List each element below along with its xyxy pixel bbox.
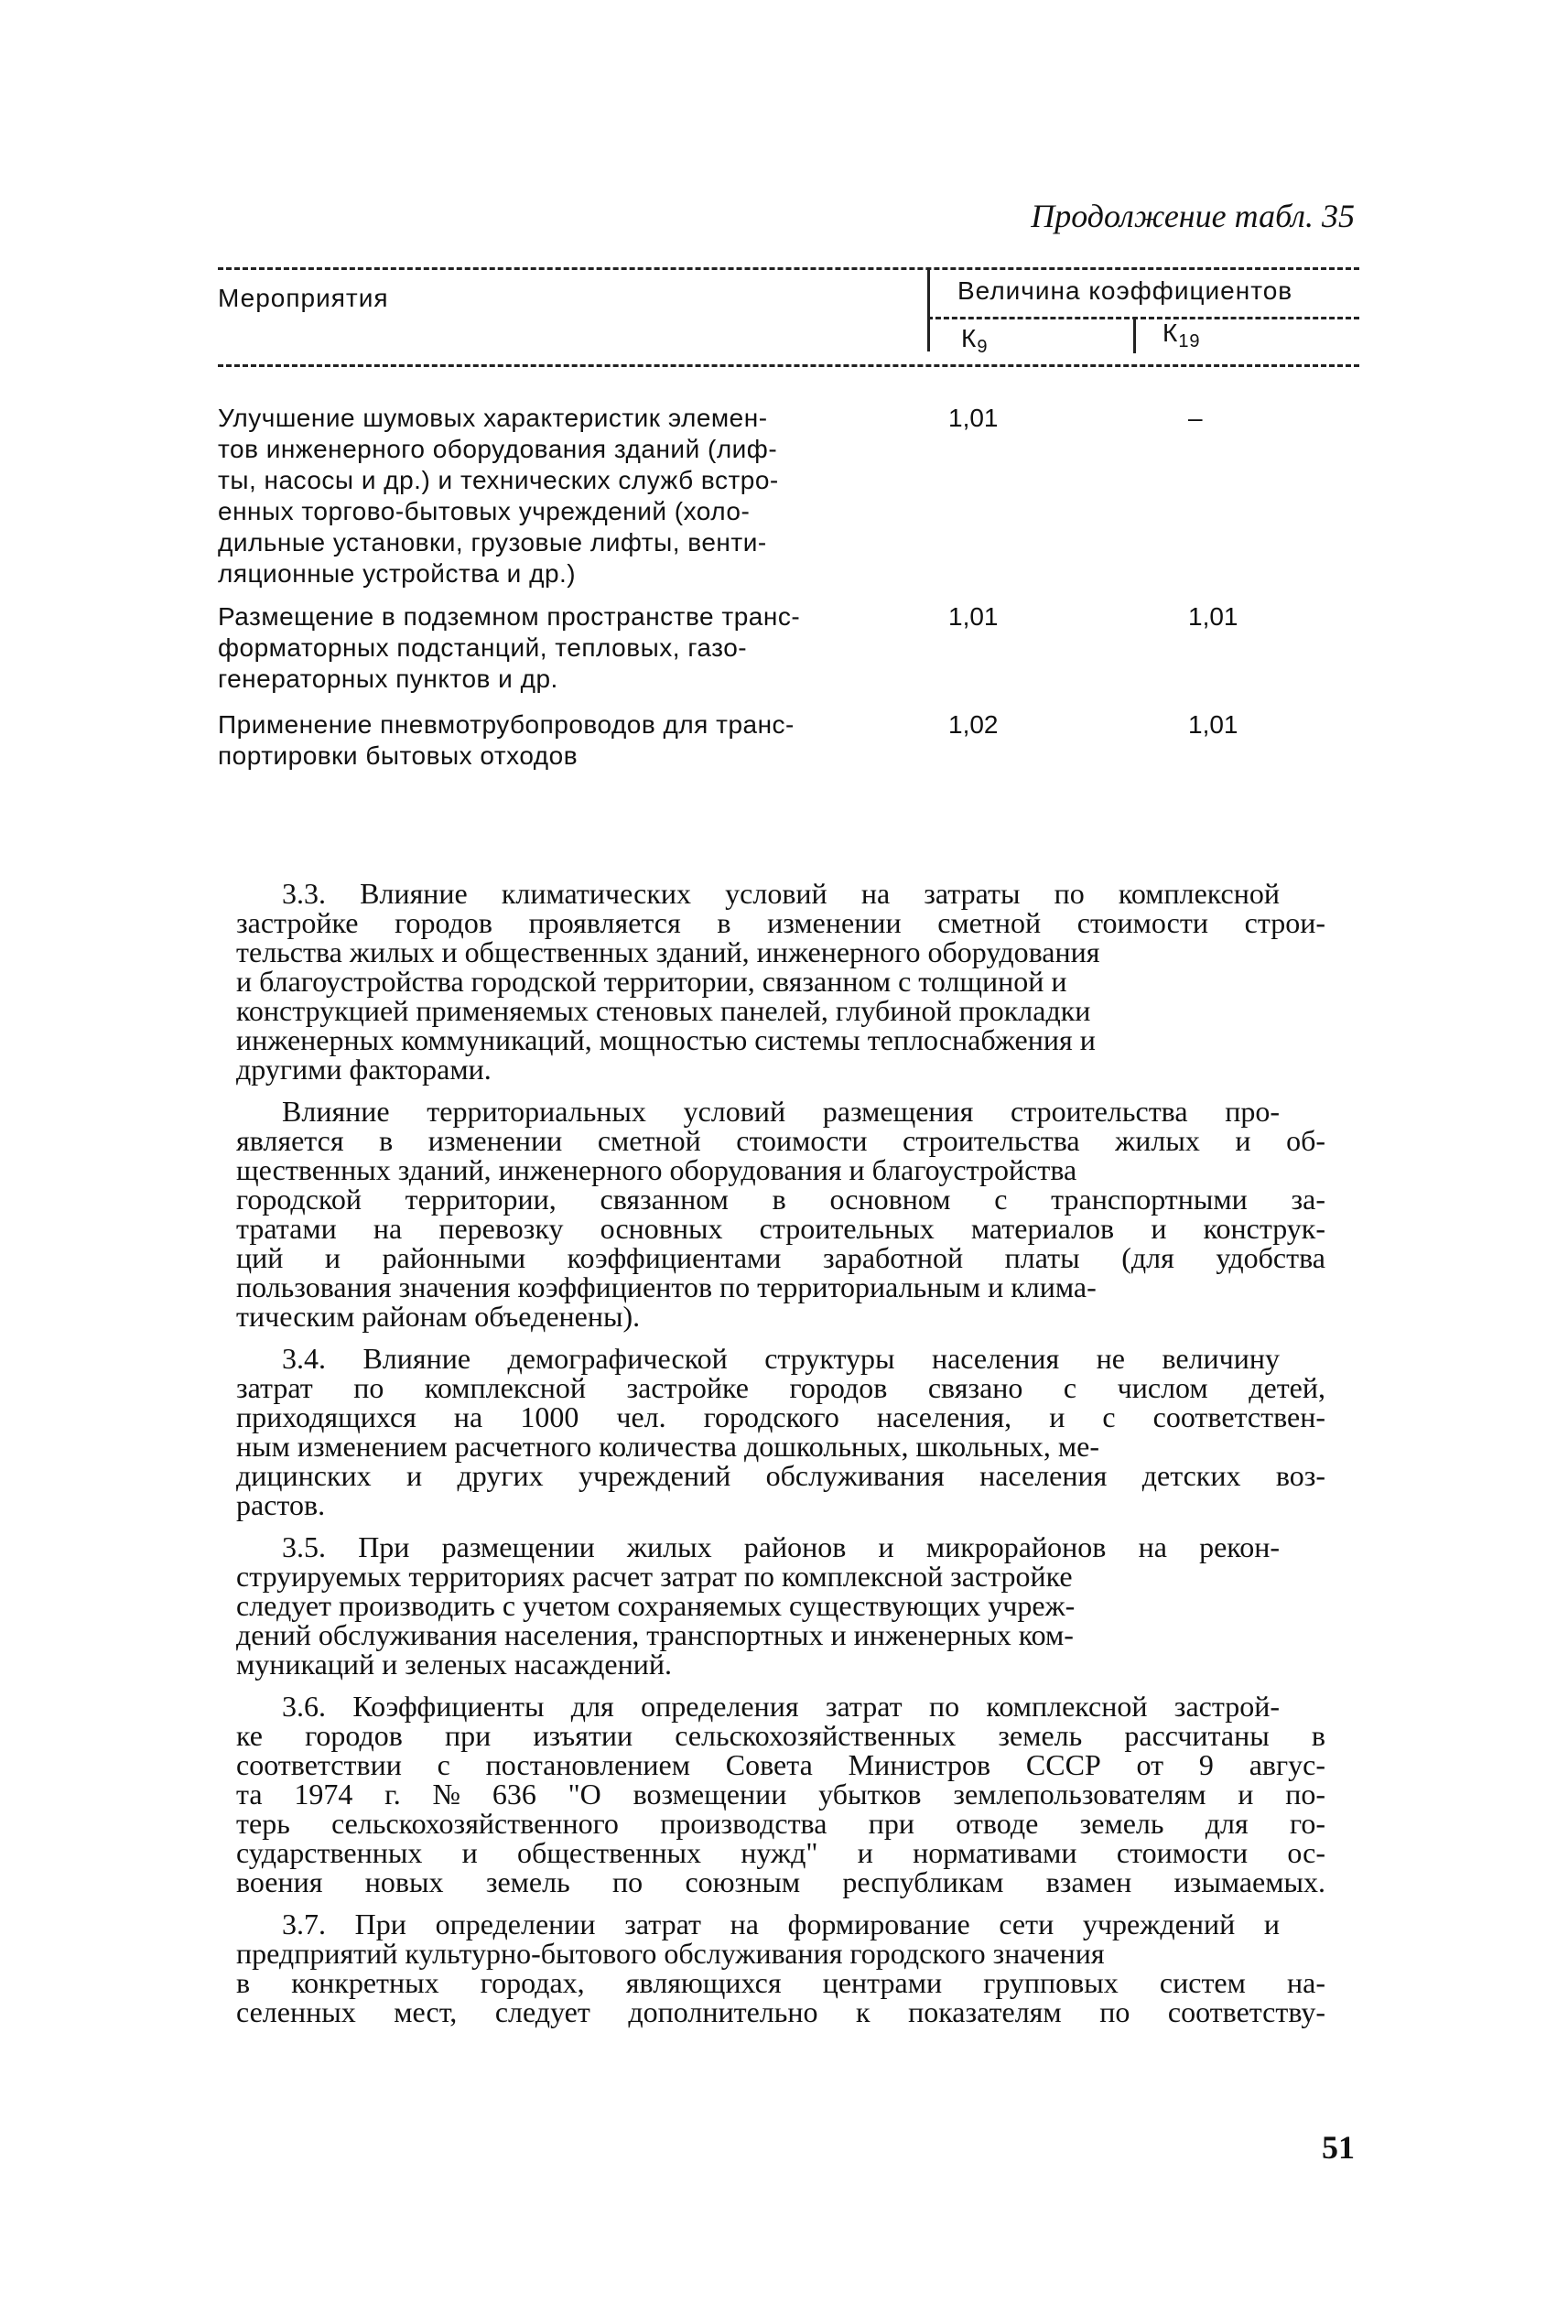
header-coefficients: Величина коэффициентов xyxy=(957,276,1293,305)
header-mid-rule xyxy=(927,317,1359,319)
header-k9: $К_9$ xyxy=(961,324,989,357)
row-k9: 1,01 xyxy=(948,404,999,432)
header-bottom-rule xyxy=(218,364,1359,367)
paragraph-3-7: 3.7. При определении затрат на формирование сети учреждений и предприятий культурно-бытового обслуживания городского значения в конкретных городах, являющихся центрами групповых систем на- селенных мест, следует дополнительно к показателям по соответству- xyxy=(236,1908,1325,2028)
paragraph-3-6: 3.6. Коэффициенты для определения затрат по комплексной застрой- ке городов при изъятии сельскохозяйственных земель рассчитаны в соответствии с постановлением Совета Министров СССР от 9 авгус- та 1974 г. № 636 "О возмещении убытков землепользователям и по- терь сельскохозяйственного производства при отводе земель для го- сударственных и общественных нужд" и нормативами стоимости ос- воения новых земель по союзным республикам взамен изымаемых. xyxy=(236,1690,1325,1898)
row-k19: 1,01 xyxy=(1188,602,1238,631)
row-k19: – xyxy=(1188,404,1203,432)
paragraph-3-5: 3.5. При размещении жилых районов и микрорайонов на рекон- струируемых территориях расчет затрат по комплексной застройке следует производить с учетом сохраняемых существующих учреж- дений обслуживания населения, транспортных и инженерных ком- муникаций и зеленых насаждений. xyxy=(236,1530,1280,1681)
row-k19: 1,01 xyxy=(1188,710,1238,739)
table-top-rule xyxy=(218,267,1359,270)
subheader-divider xyxy=(1133,319,1136,353)
header-measures: Мероприятия xyxy=(218,284,389,312)
row-measure: Применение пневмотрубопроводов для транс- портировки бытовых отходов xyxy=(218,710,795,770)
page-number: 51 xyxy=(1322,2129,1355,2166)
row-measure: Размещение в подземном пространстве транс- форматорных подстанций, тепловых, газо- генераторных пунктов и др. xyxy=(218,602,801,693)
row-measure: Улучшение шумовых характеристик элемен- тов инженерного оборудования зданий (лиф- ты, насосы и др.) и технических служб встро- енных торгово-бытовых учреждений (холо- дильные установки, грузовые лифты, венти- ляционные устройства и др.) xyxy=(218,404,779,588)
paragraph-3-4: 3.4. Влияние демографической структуры населения не величину затрат по комплексной застройке городов связано с числом детей, приходящихся на 1000 чел. городского населения, и с соответствен- ным изменением расчетного количества дошкольных, школьных, ме- дицинских и других учреждений обслуживания населения детских воз- растов. xyxy=(236,1342,1325,1521)
row-k9: 1,02 xyxy=(948,710,999,739)
table-caption: Продолжение табл. 35 xyxy=(1031,198,1355,234)
header-divider xyxy=(927,269,930,351)
row-k9: 1,01 xyxy=(948,602,999,631)
body-text xyxy=(236,879,1325,2039)
paragraph-3-3: 3.3. Влияние климатических условий на затраты по комплексной застройке городов проявляется в изменении сметной стоимости строи- тельства жилых и общественных зданий, инженерного оборудования и благоустройства городской территории, связанном с толщиной и конструкцией применяемых стеновых панелей, глубиной прокладки инженерных коммуникаций, мощностью системы теплоснабжения и другими факторами. xyxy=(236,877,1325,1086)
header-k19: $К_{19}$ xyxy=(1162,319,1201,351)
paragraph-territorial: Влияние территориальных условий размещения строительства про- является в изменении сметной стоимости строительства жилых и об- щественных зданий, инженерного оборудования и благоустройства городской территории, связанном в основном с транспортными за- тратами на перевозку основных строительных материалов и конструк- ций и районными коэффициентами заработной платы (для удобства пользования значения коэффициентов по территориальным и клима- тическим районам объеденены). xyxy=(236,1095,1325,1333)
